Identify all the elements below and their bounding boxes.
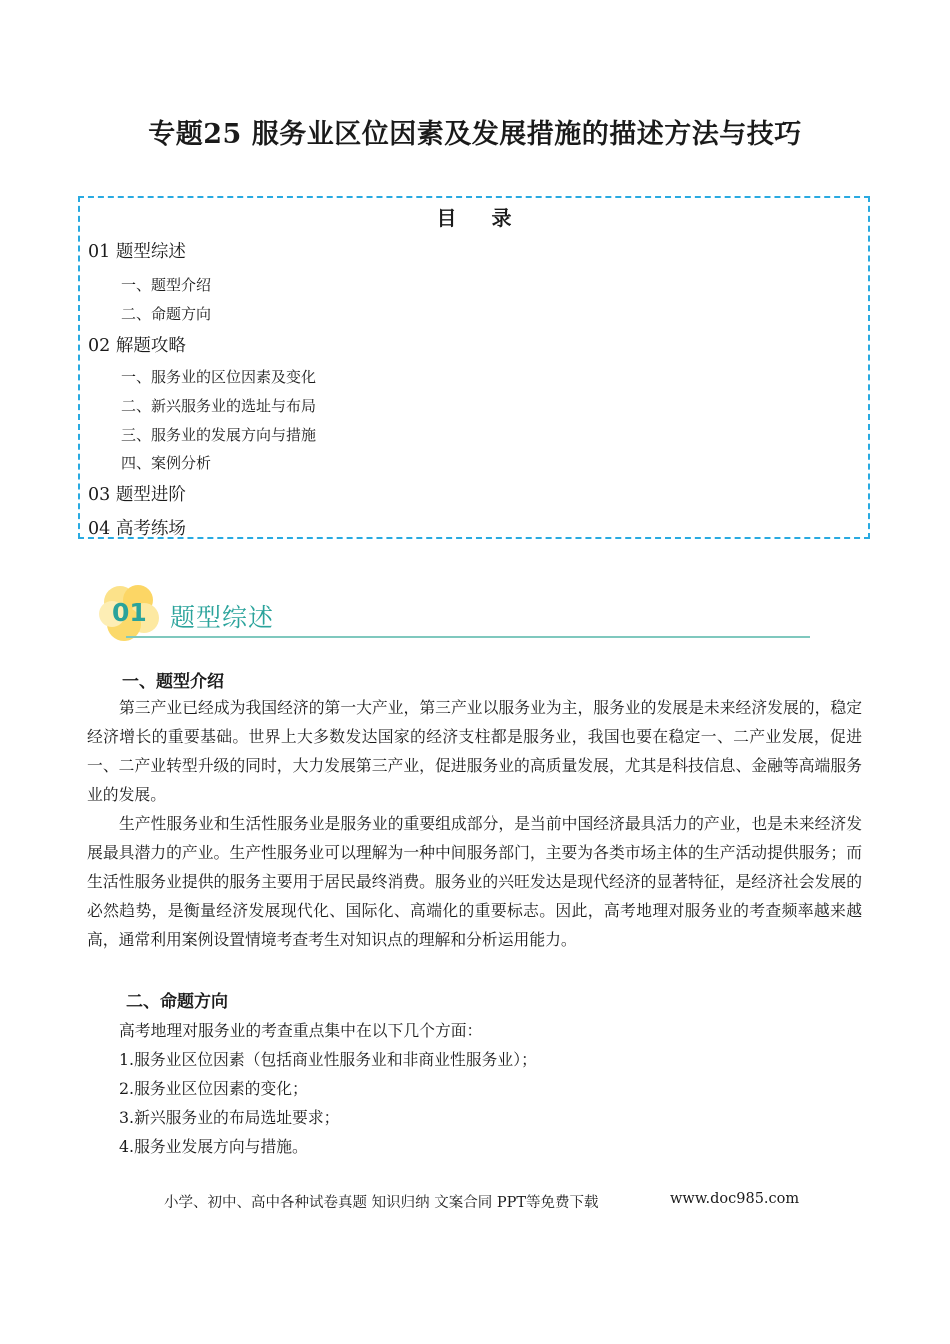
page-title: 专题25 服务业区位因素及发展措施的描述方法与技巧: [148, 119, 802, 150]
table-of-contents: [78, 196, 870, 539]
toc-item-01-1[interactable]: 一、题型介绍: [121, 276, 212, 294]
list-item: 1.服务业区位因素（包括商业性服务业和非商业性服务业）；: [119, 1050, 537, 1069]
toc-item-02-4[interactable]: 四、案例分析: [121, 454, 212, 472]
list-item: 2.服务业区位因素的变化；: [119, 1079, 308, 1098]
footer-text: 小学、初中、高中各种试卷真题 知识归纳 文案合同 PPT等免费下载: [164, 1195, 599, 1211]
toc-item-04[interactable]: 04 高考练场: [88, 519, 186, 539]
paragraph-1: 第三产业已经成为我国经济的第一大产业，第三产业以服务业为主，服务业的发展是未来经济发展的，稳定经济增长的重要基础。世界上大多数发达国家的经济支柱都是服务业，我国也要在稳定一、二产业发展，促进一、二产业转型升级的同时，大力发展第三产业，促进服务业的高质量发展，尤其是科技信息、金融等高端服务业的发展。: [87, 698, 862, 804]
section-divider: [126, 636, 810, 638]
direction-intro: 高考地理对服务业的考查重点集中在以下几个方面：: [119, 1021, 483, 1040]
toc-heading: 目 录: [436, 206, 526, 230]
footer-link[interactable]: www.doc985.com: [670, 1191, 800, 1207]
toc-item-02-1[interactable]: 一、服务业的区位因素及变化: [121, 368, 317, 386]
subsection-heading-direction: 二、命题方向: [126, 992, 228, 1012]
toc-item-01-2[interactable]: 二、命题方向: [121, 305, 212, 323]
toc-item-02-2[interactable]: 二、新兴服务业的选址与布局: [121, 397, 317, 415]
list-item: 4.服务业发展方向与措施。: [119, 1137, 308, 1156]
list-item: 3.新兴服务业的布局选址要求；: [119, 1108, 340, 1127]
toc-item-02[interactable]: 02 解题攻略: [88, 336, 186, 356]
section-label: 题型综述: [170, 603, 275, 632]
section-banner: [92, 584, 812, 644]
paragraph-2: 生产性服务业和生活性服务业是服务业的重要组成部分，是当前中国经济最具活力的产业，也是未来经济发展最具潜力的产业。生产性服务业可以理解为一种中间服务部门，主要为各类市场主体的生产活动提供服务；而生活性服务业提供的服务主要用于居民最终消费。服务业的兴旺发达是现代经济的显著特征，是经济社会发展的必然趋势，是衡量经济发展现代化、国际化、高端化的重要标志。因此，高考地理对服务业的考查频率越来越高，通常利用案例设置情境考查考生对知识点的理解和分析运用能力。: [87, 814, 862, 949]
toc-item-02-3[interactable]: 三、服务业的发展方向与措施: [121, 426, 317, 444]
toc-item-01[interactable]: 01 题型综述: [88, 242, 186, 262]
section-number: 01: [112, 598, 147, 627]
subsection-heading-intro: 一、题型介绍: [122, 672, 224, 692]
toc-item-03[interactable]: 03 题型进阶: [88, 485, 186, 505]
